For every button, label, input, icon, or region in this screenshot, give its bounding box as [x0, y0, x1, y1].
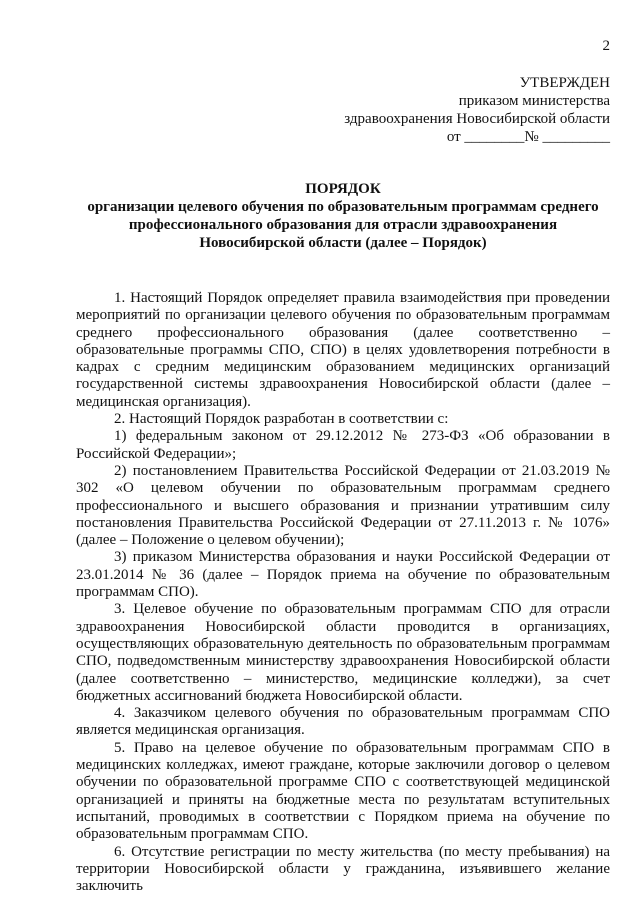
approval-line: УТВЕРЖДЕН — [519, 75, 610, 91]
document-title: ПОРЯДОК — [305, 181, 381, 197]
approval-block — [310, 74, 610, 146]
paragraph: 2. Настоящий Порядок разработан в соответствии с: — [114, 411, 449, 428]
paragraph: 1) федеральным законом от 29.12.2012 № 273-ФЗ «Об образовании в Российской Федерации»; — [76, 428, 610, 462]
paragraph: 1. Настоящий Порядок определяет правила взаимодействия при проведении мероприятий по организации целевого обучения по образовательным программам среднего профессионального образования (далее соответственно – образовательные программы СПО, СПО) в целях удовлетворения потребности в кадрах с средним медицинским образованием медицинских организаций государственной системы здравоохранения Новосибирской области (далее – медицинская организация). — [76, 290, 610, 410]
document-subtitle: организации целевого обучения по образовательным программам среднего профессионального образования для отрасли здравоохранения Новосибирской области (далее – Порядок) — [87, 199, 599, 251]
paragraph: 2) постановлением Правительства Российской Федерации от 21.03.2019 № 302 «О целевом обучении по образовательным программам среднего профессионального и высшего образования и признании утратившим силу постановления Правительства Российской Федерации от 27.11.2013 г. № 1076» (далее – Положение о целевом обучении); — [76, 462, 610, 549]
approval-line: приказом министерства — [458, 93, 610, 109]
paragraph: 5. Право на целевое обучение по образовательным программам СПО в медицинских колледжах, имеют граждане, которые заключили договор о целевом обучении по образовательной программе СПО с соответствующей медицинской организацией и приняты на бюджетные места по результатам вступительных испытаний, проводимых в соответствии с Порядком приема на обучение по образовательным программам СПО. — [76, 739, 610, 843]
paragraph: 6. Отсутствие регистрации по месту жительства (по месту пребывания) на территории Новосибирской области у гражданина, изъявившего желание заключить — [76, 843, 610, 895]
paragraph: 3. Целевое обучение по образовательным программам СПО для отрасли здравоохранения Новосибирской области проводится в организациях, осуществляющих образовательную деятельность по образовательным программам СПО, подведомственным министерству здравоохранения Новосибирской области (далее соответственно – министерство, медицинские колледжи), за счет бюджетных ассигнований бюджета Новосибирской области. — [76, 601, 610, 704]
approval-line: здравоохранения Новосибирской области — [344, 111, 610, 127]
document-body — [76, 290, 610, 895]
paragraph: 3) приказом Министерства образования и науки Российской Федерации от 23.01.2014 № 36 (далее – Порядок приема на обучение по образовательным программам СПО). — [76, 549, 610, 601]
paragraph: 4. Заказчиком целевого обучения по образовательным программам СПО является медицинская организация. — [76, 705, 610, 739]
page-number: 2 — [602, 38, 610, 54]
approval-line: от ________№ _________ — [446, 129, 610, 145]
title-block — [76, 180, 610, 252]
